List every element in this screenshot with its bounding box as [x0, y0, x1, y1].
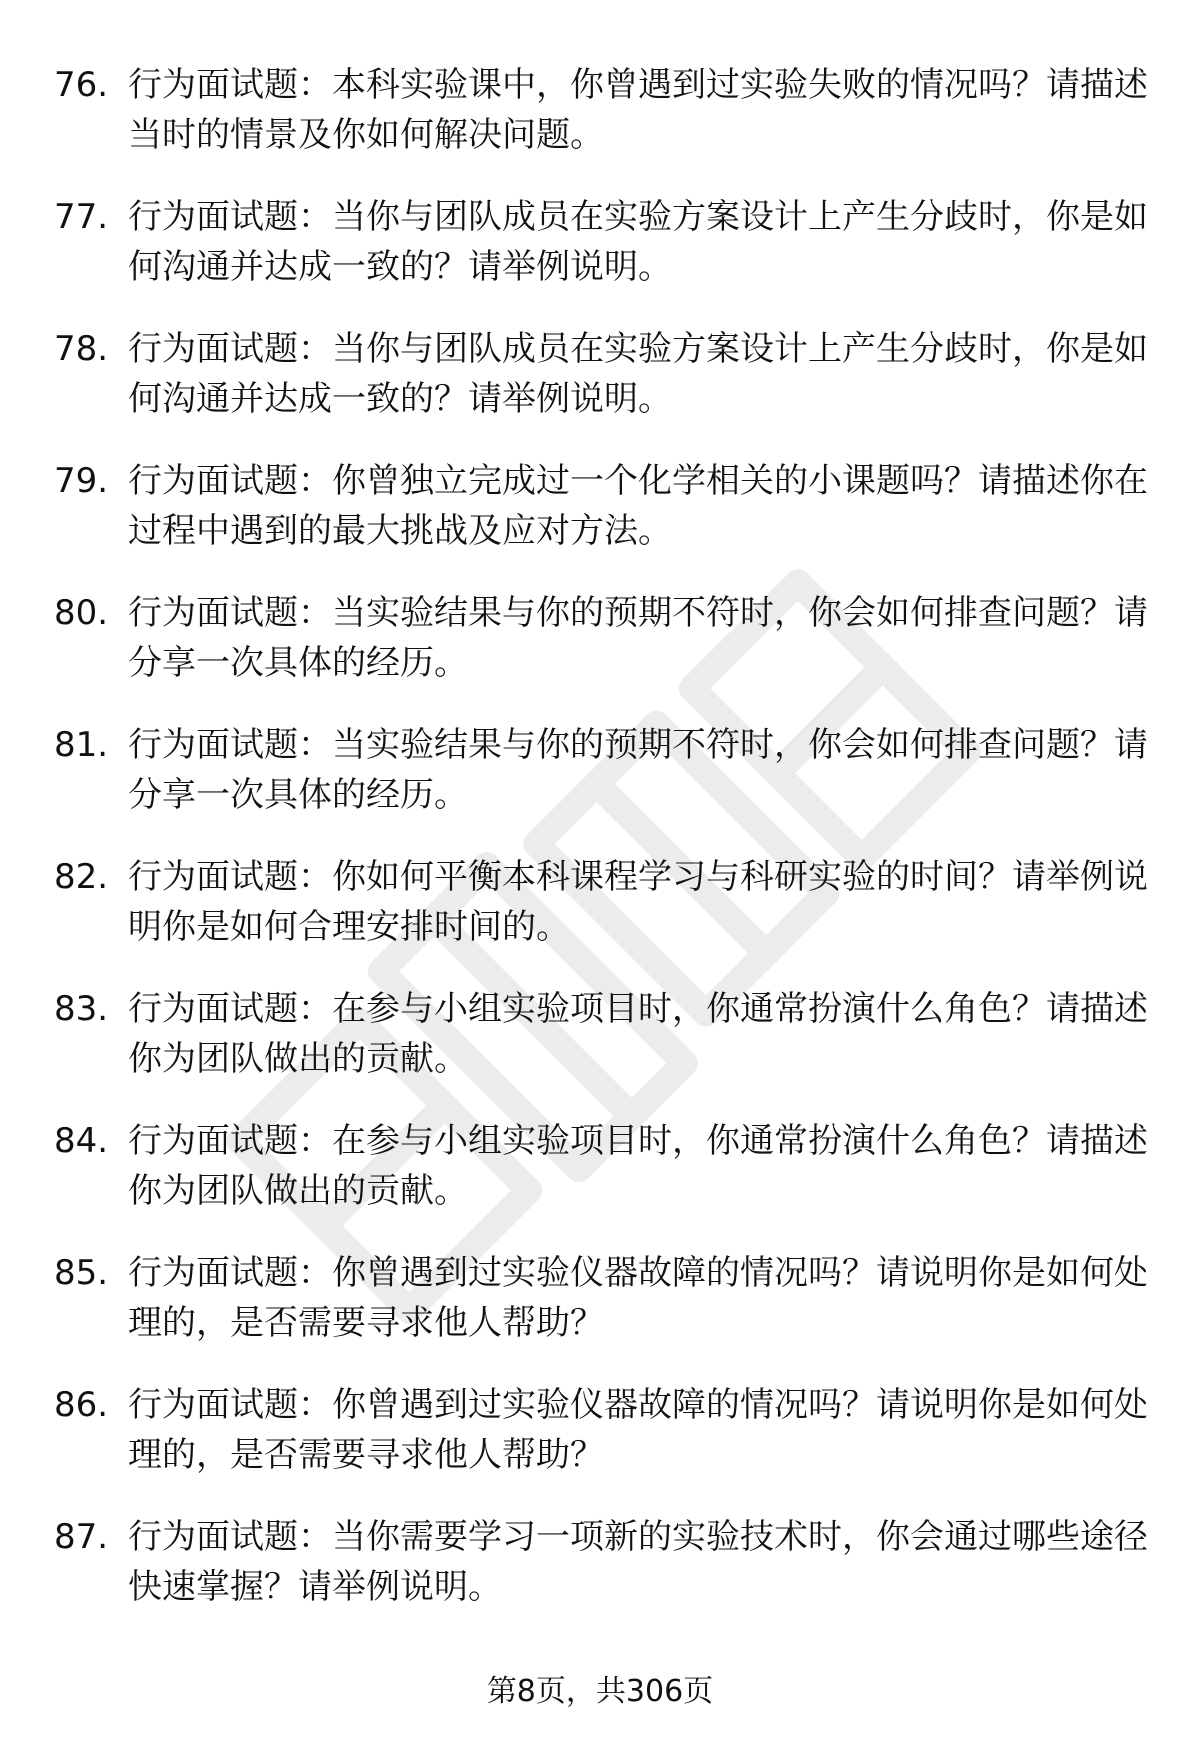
question-number: 79. — [54, 461, 109, 501]
question-text: 行为面试题：当实验结果与你的预期不符时，你会如何排查问题？请分享一次具体的经历。 — [128, 725, 1148, 815]
question-item — [0, 588, 1200, 720]
question-list — [0, 60, 1200, 1644]
question-number: 81. — [54, 725, 109, 765]
question-item — [0, 60, 1200, 192]
question-number: 83. — [54, 989, 109, 1029]
question-text: 行为面试题：在参与小组实验项目时，你通常扮演什么角色？请描述你为团队做出的贡献。 — [128, 989, 1148, 1079]
question-number: 76. — [54, 65, 109, 105]
question-text: 行为面试题：当实验结果与你的预期不符时，你会如何排查问题？请分享一次具体的经历。 — [128, 593, 1148, 683]
question-number: 80. — [54, 593, 109, 633]
question-text: 行为面试题：本科实验课中，你曾遇到过实验失败的情况吗？请描述当时的情景及你如何解决问题。 — [128, 65, 1148, 155]
question-number: 85. — [54, 1253, 109, 1293]
question-item — [0, 1380, 1200, 1512]
question-text: 行为面试题：你曾遇到过实验仪器故障的情况吗？请说明你是如何处理的，是否需要寻求他人帮助？ — [128, 1385, 1148, 1475]
question-number: 77. — [54, 197, 109, 237]
question-text: 行为面试题：在参与小组实验项目时，你通常扮演什么角色？请描述你为团队做出的贡献。 — [128, 1121, 1148, 1211]
question-item — [0, 852, 1200, 984]
question-text: 行为面试题：你如何平衡本科课程学习与科研实验的时间？请举例说明你是如何合理安排时间的。 — [128, 857, 1148, 947]
question-item — [0, 984, 1200, 1116]
question-number: 82. — [54, 857, 109, 897]
question-text: 行为面试题：当你需要学习一项新的实验技术时，你会通过哪些途径快速掌握？请举例说明。 — [128, 1517, 1148, 1607]
question-item — [0, 1248, 1200, 1380]
question-item — [0, 192, 1200, 324]
question-number: 86. — [54, 1385, 109, 1425]
question-item — [0, 324, 1200, 456]
question-item — [0, 720, 1200, 852]
question-number: 84. — [54, 1121, 109, 1161]
page-number-footer: 第8页，共306页 — [486, 1674, 714, 1709]
question-text: 行为面试题：你曾遇到过实验仪器故障的情况吗？请说明你是如何处理的，是否需要寻求他人帮助？ — [128, 1253, 1148, 1343]
question-item — [0, 1512, 1200, 1644]
question-text: 行为面试题：当你与团队成员在实验方案设计上产生分歧时，你是如何沟通并达成一致的？请举例说明。 — [128, 329, 1148, 419]
question-number: 78. — [54, 329, 109, 369]
question-item — [0, 456, 1200, 588]
question-text: 行为面试题：你曾独立完成过一个化学相关的小课题吗？请描述你在过程中遇到的最大挑战及应对方法。 — [128, 461, 1148, 551]
question-number: 87. — [54, 1517, 109, 1557]
question-item — [0, 1116, 1200, 1248]
question-text: 行为面试题：当你与团队成员在实验方案设计上产生分歧时，你是如何沟通并达成一致的？请举例说明。 — [128, 197, 1148, 287]
